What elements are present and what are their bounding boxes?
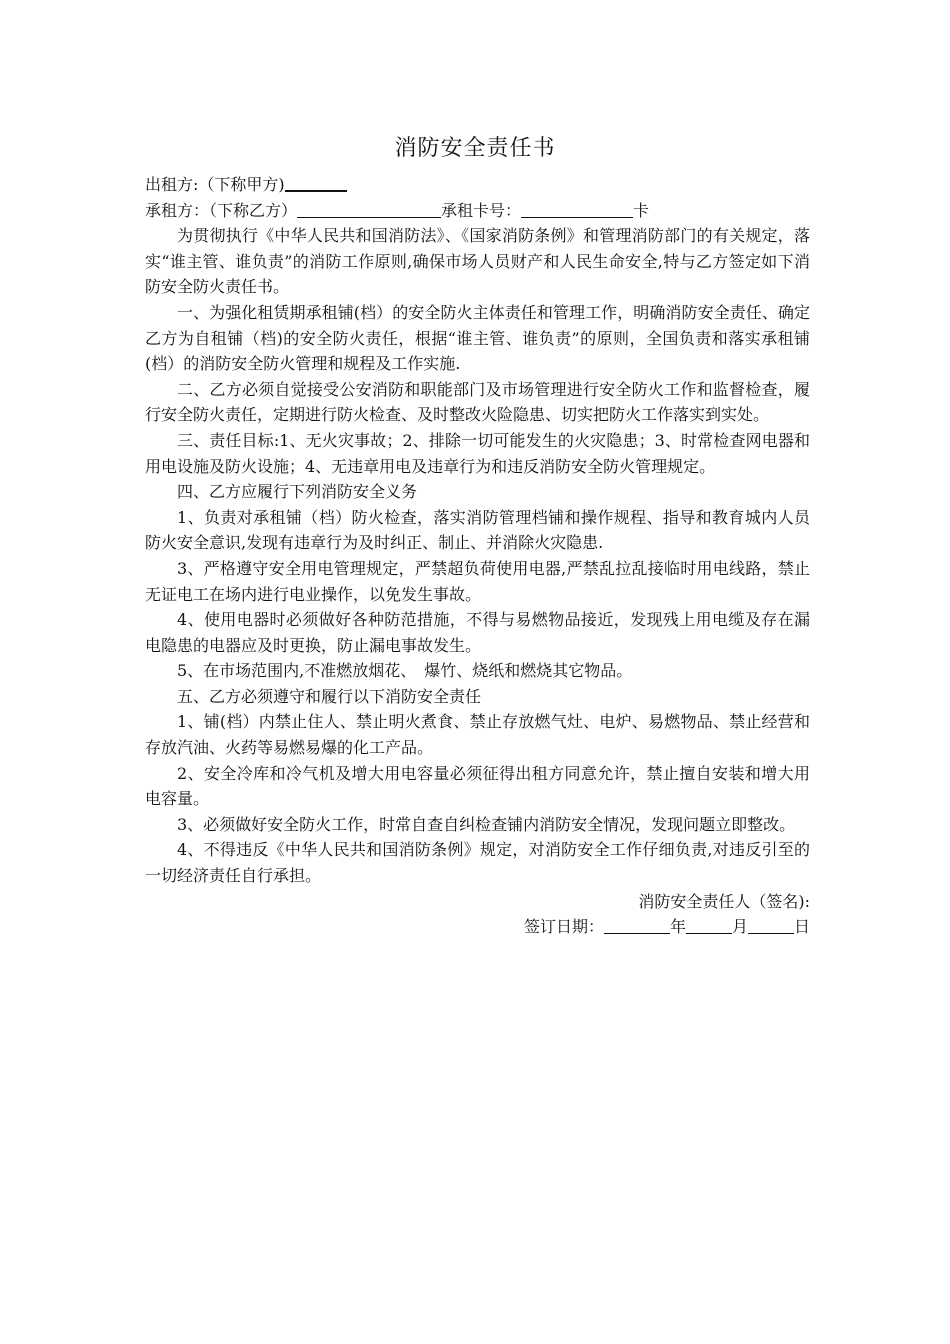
paragraph: 4、使用电器时必须做好各种防范措施，不得与易燃物品接近，发现残上用电缆及存在漏电隐患的电器应及时更换，防止漏电事故发生。 [145, 610, 810, 655]
card-suffix: 卡 [633, 200, 650, 220]
date-label: 签订日期： [523, 917, 604, 937]
document-body [145, 172, 810, 940]
card-no-blank [521, 200, 633, 218]
paragraph: 三、责任目标:1、无火灾事故；2、排除一切可能发生的火灾隐患；3、时常检查网电器和用电设施及防火设施；4、无违章用电及违章行为和违反消防安全防火管理规定。 [145, 430, 810, 476]
day-blank [748, 916, 794, 934]
lessee-line [145, 198, 810, 224]
lessee-label: 承租方：（下称乙方） [145, 200, 298, 220]
lessee-blank [297, 200, 441, 218]
lessor-label: 出租方:（下称甲方) [145, 175, 285, 194]
day-label: 日 [793, 917, 810, 937]
paragraph: 2、安全冷库和冷气机及增大用电容量必须征得出租方同意允许，禁止擅自安装和增大用电容量。 [145, 763, 810, 809]
month-label: 月 [731, 917, 748, 937]
lessor-blank [285, 173, 347, 192]
paragraph: 4、不得违反《中华人民共和国消防条例》规定，对消防安全工作仔细负责,对违反引至的一切经济责任自行承担。 [145, 840, 810, 886]
paragraph: 为贯彻执行《中华人民共和国消防法》、《国家消防条例》和管理消防部门的有关规定，落实“谁主管、谁负责”的消防工作原则,确保市场人员财产和人民生命安全,特与乙方签定如下消防安全防火责任书。 [145, 226, 810, 297]
paragraph: 二、乙方必须自觉接受公安消防和职能部门及市场管理进行安全防火工作和监督检查，履行安全防火责任，定期进行防火检查、及时整改火险隐患、切实把防火工作落实到实处。 [145, 379, 810, 425]
card-no-label: 承租卡号： [441, 200, 522, 220]
paragraph: 3、严格遵守安全用电管理规定，严禁超负荷使用电器,严禁乱拉乱接临时用电线路，禁止无证电工在场内进行电业操作，以免发生事故。 [145, 558, 810, 604]
paragraph: 五、乙方必须遵守和履行以下消防安全责任 [177, 686, 482, 706]
paragraph: 1、负责对承租铺（档）防火检查，落实消防管理档铺和操作规程、指导和教育城内人员防火安全意识,发现有违章行为及时纠正、制止、并消除火灾隐患. [145, 507, 810, 553]
paragraph: 5、在市场范围内,不准燃放烟花、 爆竹、烧纸和燃烧其它物品。 [177, 661, 633, 681]
lessor-line [145, 172, 810, 198]
month-blank [686, 916, 732, 934]
year-label: 年 [669, 917, 686, 937]
year-blank [604, 916, 670, 934]
paragraph: 一、为强化租赁期承租铺(档）的安全防火主体责任和管理工作，明确消防安全责任、确定乙方为自租铺（档)的安全防火责任，根据“谁主管、谁负责”的原则，全国负责和落实承租铺(档）的消防安全防火管理和规程及工作实施. [145, 302, 810, 374]
paragraph: 四、乙方应履行下列消防安全义务 [177, 482, 418, 502]
paragraph: 1、铺(档）内禁止住人、禁止明火煮食、禁止存放燃气灶、电炉、易燃物品、禁止经营和存放汽油、火药等易燃易爆的化工产品。 [145, 712, 810, 758]
paragraph: 3、必须做好安全防火工作，时常自查自纠检查铺内消防安全情况，发现问题立即整改。 [177, 814, 796, 834]
date-line [145, 914, 810, 940]
document-title: 消防安全责任书 [394, 136, 556, 161]
signature-label: 消防安全责任人（签名): [638, 891, 810, 911]
signature-line [145, 889, 810, 915]
